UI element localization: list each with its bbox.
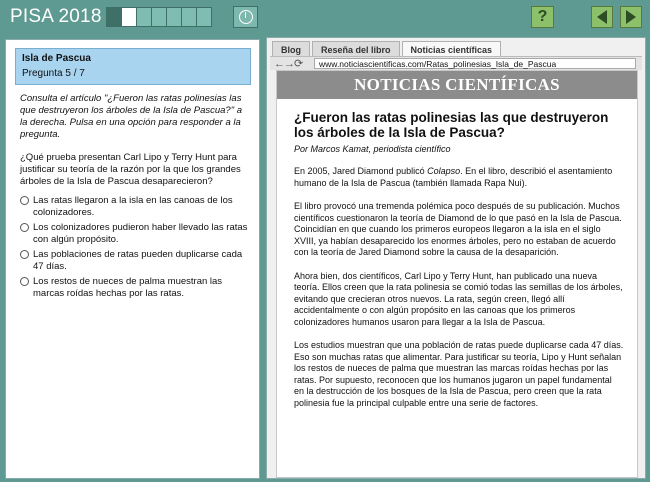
next-button[interactable] [620,6,642,28]
option-label: Los restos de nueces de palma muestran las marcas roídas hechas por las ratas. [33,276,223,299]
app-title: PISA 2018 [10,6,102,27]
progress-segment [137,8,151,26]
book-title: Colapso [427,166,461,176]
timer-button[interactable] [233,6,258,28]
article-paragraph: Ahora bien, dos científicos, Carl Lipo y Terry Hunt, han publicado una nueva teoría. Ellos creen que la rata polinesia se comió todas las semillas de los árboles, evitando que crecieran otros nuevos. La rata, según creen, llegó allí accidentalmente o con algún propósito en las canoas que los primeros colonizadores humanos usaron para llegar a la Isla de Pascua. [294,270,623,327]
tab-book-review[interactable]: Reseña del libro [312,41,400,56]
question-text: ¿Qué prueba presentan Carl Lipo y Terry Hunt para justificar su teoría de la razón por la que los grandes árboles de la Isla de Pascua desaparecieron? [20,152,241,187]
progress-segment [197,8,211,26]
answer-option[interactable] [20,195,252,219]
progress-segment [182,8,196,26]
back-forward-icon: ←→⟳ [274,58,303,70]
radio-button[interactable] [20,196,29,205]
article-paragraph: En 2005, Jared Diamond publicó Colapso. En el libro, describió el asentamiento humano de la Isla de Pascua (también llamada Rapa Nui). [294,166,613,188]
article-title: ¿Fueron las ratas polinesias las que destruyeron los árboles de la Isla de Pascua? [294,110,609,140]
tab-science-news[interactable]: Noticias científicas [402,41,502,56]
radio-button[interactable] [20,250,29,259]
radio-button[interactable] [20,277,29,286]
article-page [276,70,638,478]
source-panel [266,37,646,479]
progress-bar [106,7,212,27]
answer-option[interactable] [20,249,252,273]
option-label: Las poblaciones de ratas pueden duplicarse cada 47 días. [33,249,243,272]
previous-button[interactable] [591,6,613,28]
help-button[interactable] [531,6,554,28]
browser-tabs [272,41,503,56]
arrow-right-icon [626,10,636,24]
question-panel [5,39,260,479]
site-banner: NOTICIAS CIENTÍFICAS [277,71,637,99]
url-field: www.noticiascientificas.com/Ratas_polinesias_Isla_de_Pascua [314,58,636,69]
article-paragraph: El libro provocó una tremenda polémica poco después de su publicación. Muchos científicos cuestionaron la teoría de Diamond de lo que pasó en la Isla de Pascua. Coincidían en que cuando los primeros europeos llegaron a la isla en el siglo XVIII, ya habían desaparecido los enormes árboles, pero no estaban de acuerdo con la teoría de Jared Diamond sobre la causa de la desaparición. [294,201,622,257]
unit-header [15,48,251,85]
option-label: Los colonizadores pudieron haber llevado las ratas con algún propósito. [33,222,248,245]
top-bar [0,0,650,34]
radio-button[interactable] [20,223,29,232]
progress-segment [167,8,181,26]
answer-options [20,195,252,303]
article-paragraph: Los estudios muestran que una población de ratas puede duplicarse cada 47 días. Eso son muchas ratas que alimentar. Para justificar su teoría, Lipo y Hunt señalan los restos de nueces de palma que muestran las marcas roídas hechas por las ratas. Por supuesto, reconocen que los humanos jugaron un papel fundamental en la destrucción de los bosques de la Isla de Pascua, pero creen que la rata polinesia fue la principal culpable entre una serie de factores. [294,340,624,408]
clock-icon [239,10,253,24]
option-label: Las ratas llegaron a la isla en las canoas de los colonizadores. [33,195,233,218]
instructions-text: Consulta el artículo "¿Fueron las ratas polinesias las que destruyeron los árboles de la Isla de Pascua?" a la derecha. Pulsa en una opción para responder a la pregunta. [20,93,243,140]
article-byline: Por Marcos Kamat, periodista científico [294,144,451,154]
unit-title: Isla de Pascua [22,53,91,64]
address-bar [270,56,642,70]
progress-segment [152,8,166,26]
question-counter: Pregunta 5 / 7 [22,68,85,79]
progress-segment [107,8,121,26]
arrow-left-icon [597,10,607,24]
question-mark-icon: ? [537,8,548,25]
answer-option[interactable] [20,222,252,246]
answer-option[interactable] [20,276,252,300]
tab-blog[interactable]: Blog [272,41,310,56]
progress-segment [122,8,136,26]
